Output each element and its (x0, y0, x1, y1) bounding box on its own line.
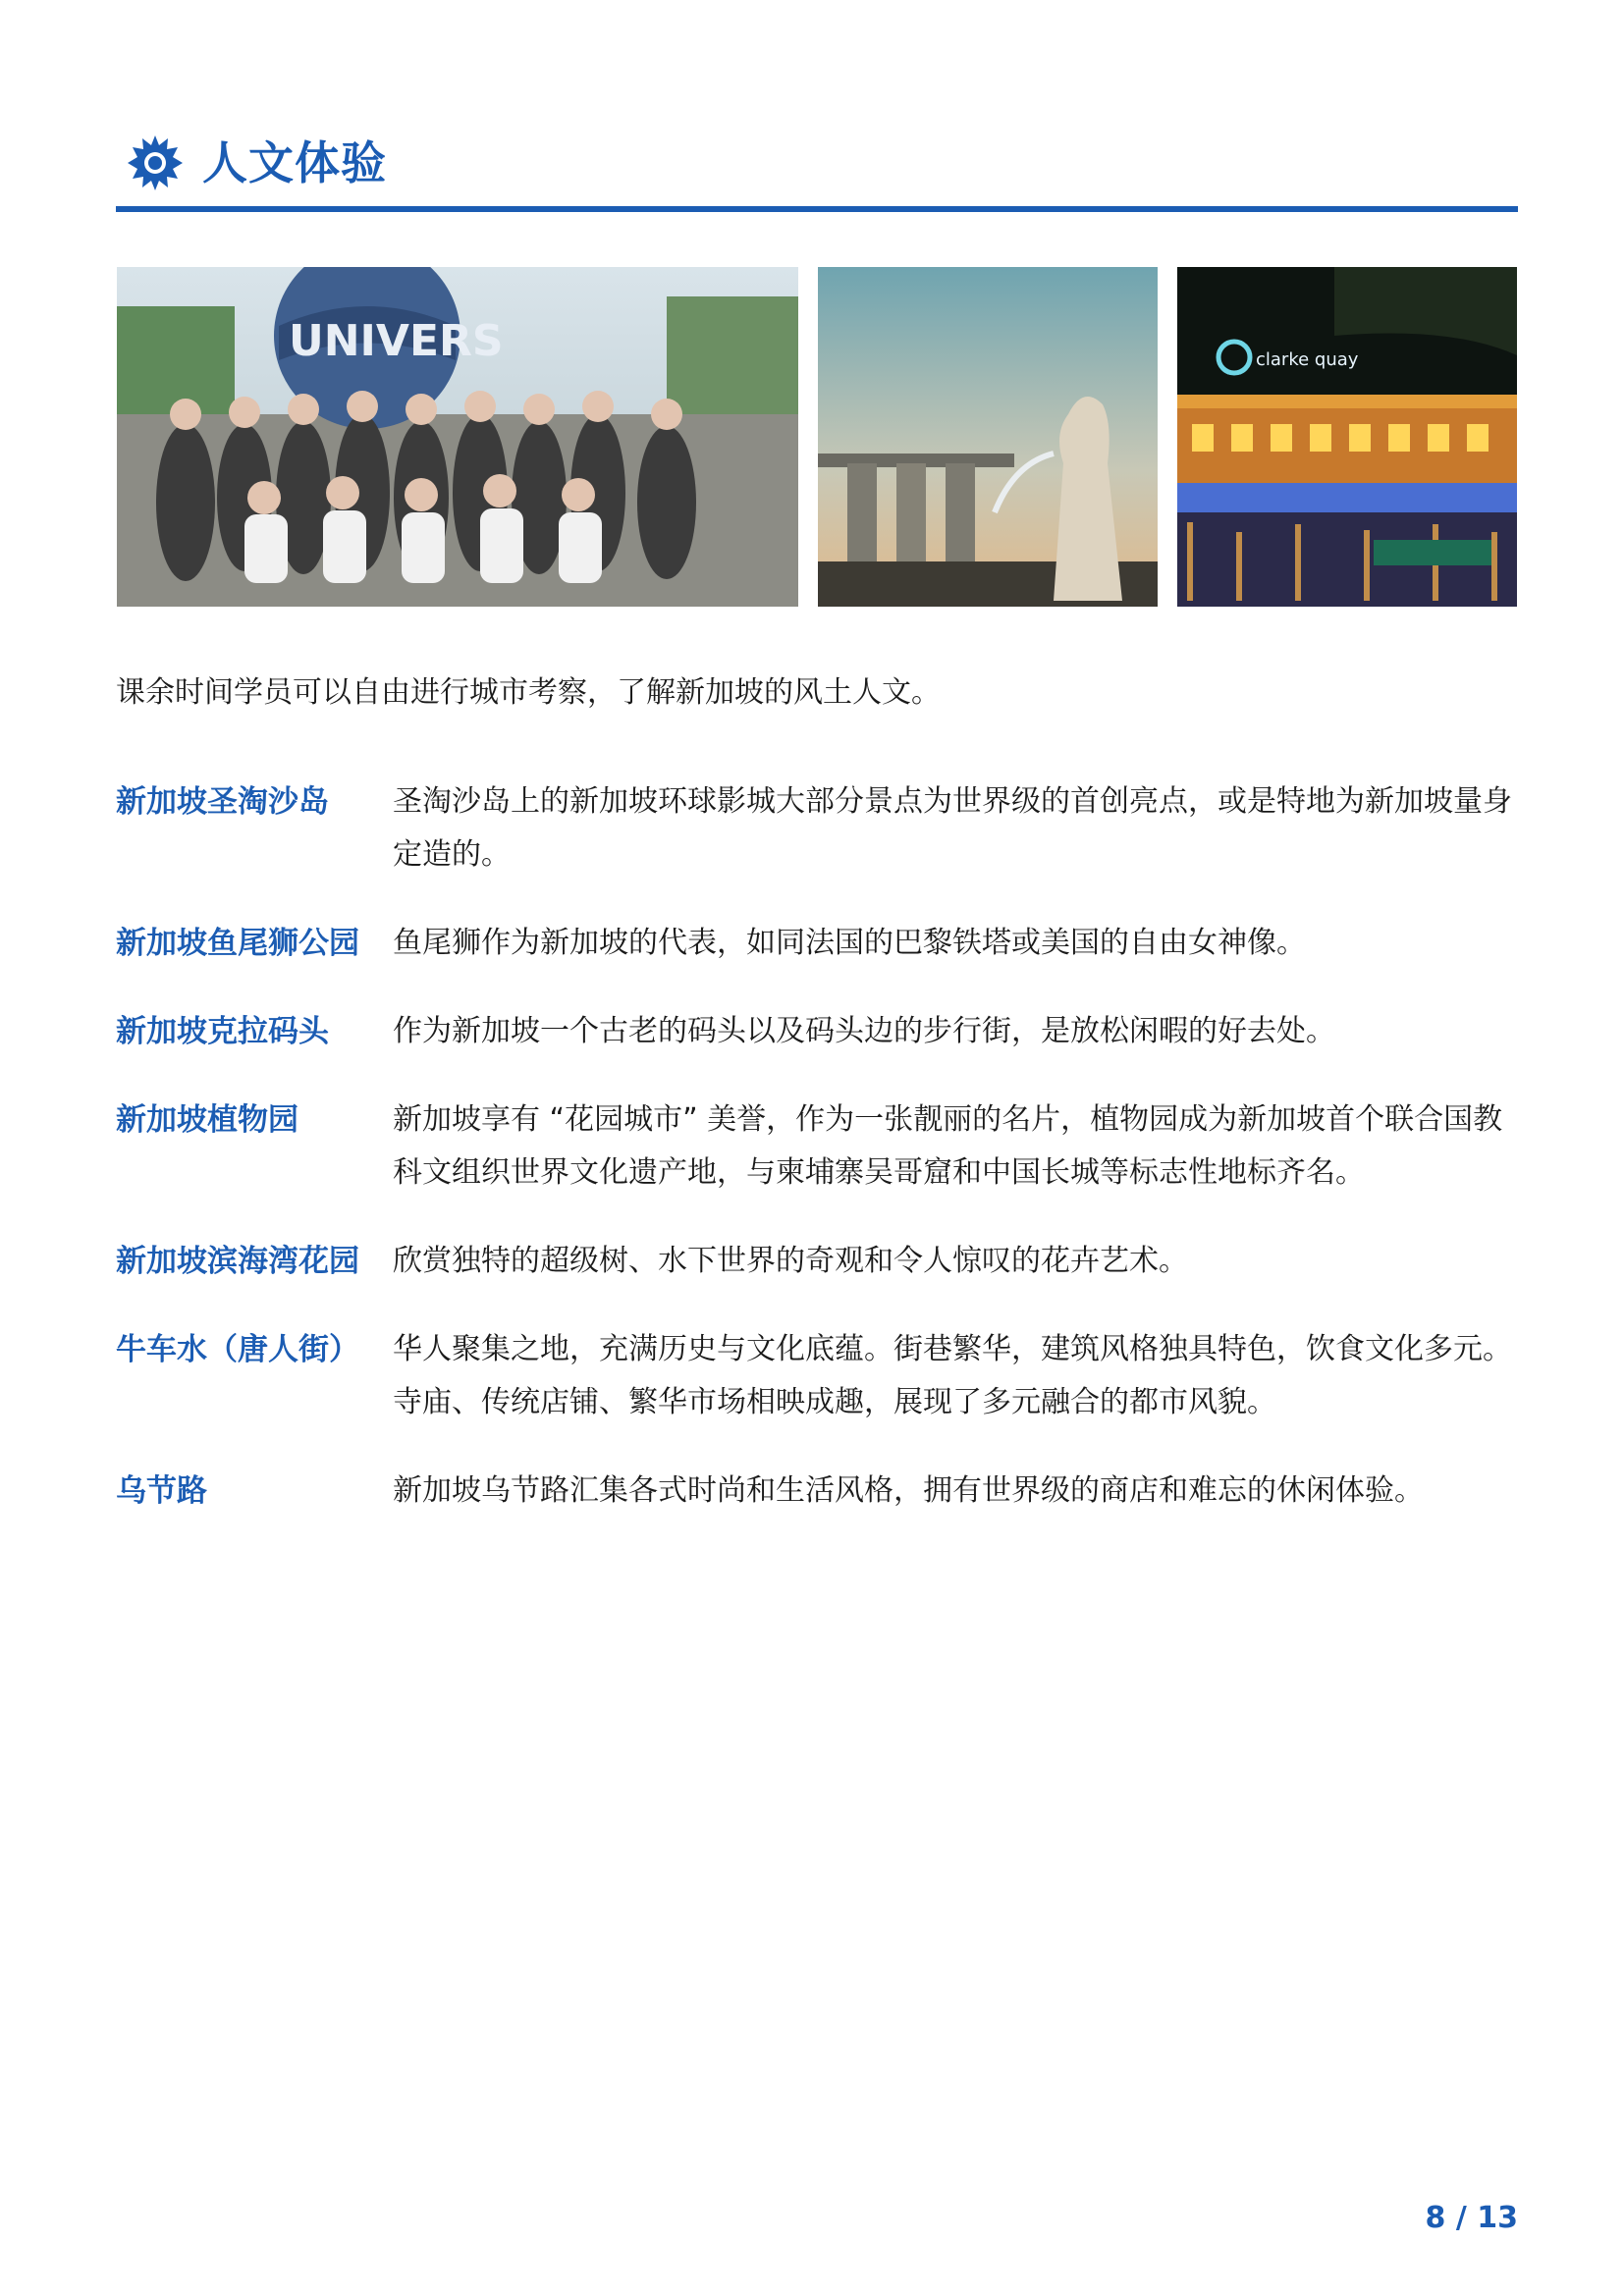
item-term: 新加坡植物园 (116, 1102, 298, 1138)
item-term: 乌节路 (116, 1473, 207, 1509)
universal-sign-text: UNIVERS (289, 316, 504, 366)
universal-studios-group-photo (117, 267, 798, 607)
list-item (116, 1005, 1520, 1058)
clarke-quay-sign-text: clarke quay (1256, 349, 1359, 370)
item-term: 新加坡圣淘沙岛 (116, 784, 329, 820)
item-term: 牛车水（唐人街） (116, 1332, 359, 1367)
merlion-park-photo (818, 267, 1158, 607)
item-desc: 华人聚集之地，充满历史与文化底蕴。街巷繁华，建筑风格独具特色，饮食文化多元。寺庙、传统店铺、繁华市场相映成趣，展现了多元融合的都市风貌。 (393, 1332, 1512, 1419)
starburst-icon (128, 135, 183, 190)
list-item (116, 917, 1520, 970)
item-desc: 圣淘沙岛上的新加坡环球影城大部分景点为世界级的首创亮点，或是特地为新加坡量身定造的。 (393, 784, 1512, 872)
item-desc: 作为新加坡一个古老的码头以及码头边的步行街，是放松闲暇的好去处。 (393, 1014, 1335, 1048)
list-item (116, 1235, 1520, 1288)
item-desc: 新加坡乌节路汇集各式时尚和生活风格，拥有世界级的商店和难忘的休闲体验。 (393, 1473, 1424, 1508)
section-header (116, 132, 1518, 210)
section-title: 人文体验 (202, 136, 387, 189)
list-item (116, 775, 1520, 881)
item-desc: 新加坡享有 “花园城市” 美誉，作为一张靓丽的名片，植物园成为新加坡首个联合国教科文组织世界文化遗产地，与柬埔寨吴哥窟和中国长城等标志性地标齐名。 (393, 1102, 1503, 1190)
item-term: 新加坡克拉码头 (116, 1014, 329, 1049)
intro-text: 课余时间学员可以自由进行城市考察，了解新加坡的风土人文。 (116, 675, 941, 710)
item-desc: 欣赏独特的超级树、水下世界的奇观和令人惊叹的花卉艺术。 (393, 1244, 1188, 1278)
item-term: 新加坡鱼尾狮公园 (116, 926, 359, 961)
list-item (116, 1465, 1520, 1518)
header-divider (116, 206, 1518, 212)
item-term: 新加坡滨海湾花园 (116, 1244, 359, 1279)
list-item (116, 1094, 1520, 1200)
clarke-quay-photo (1177, 267, 1517, 607)
list-item (116, 1323, 1520, 1429)
attractions-list (116, 775, 1520, 1553)
item-desc: 鱼尾狮作为新加坡的代表，如同法国的巴黎铁塔或美国的自由女神像。 (393, 926, 1306, 960)
page-number: 8 / 13 (1425, 2201, 1518, 2235)
